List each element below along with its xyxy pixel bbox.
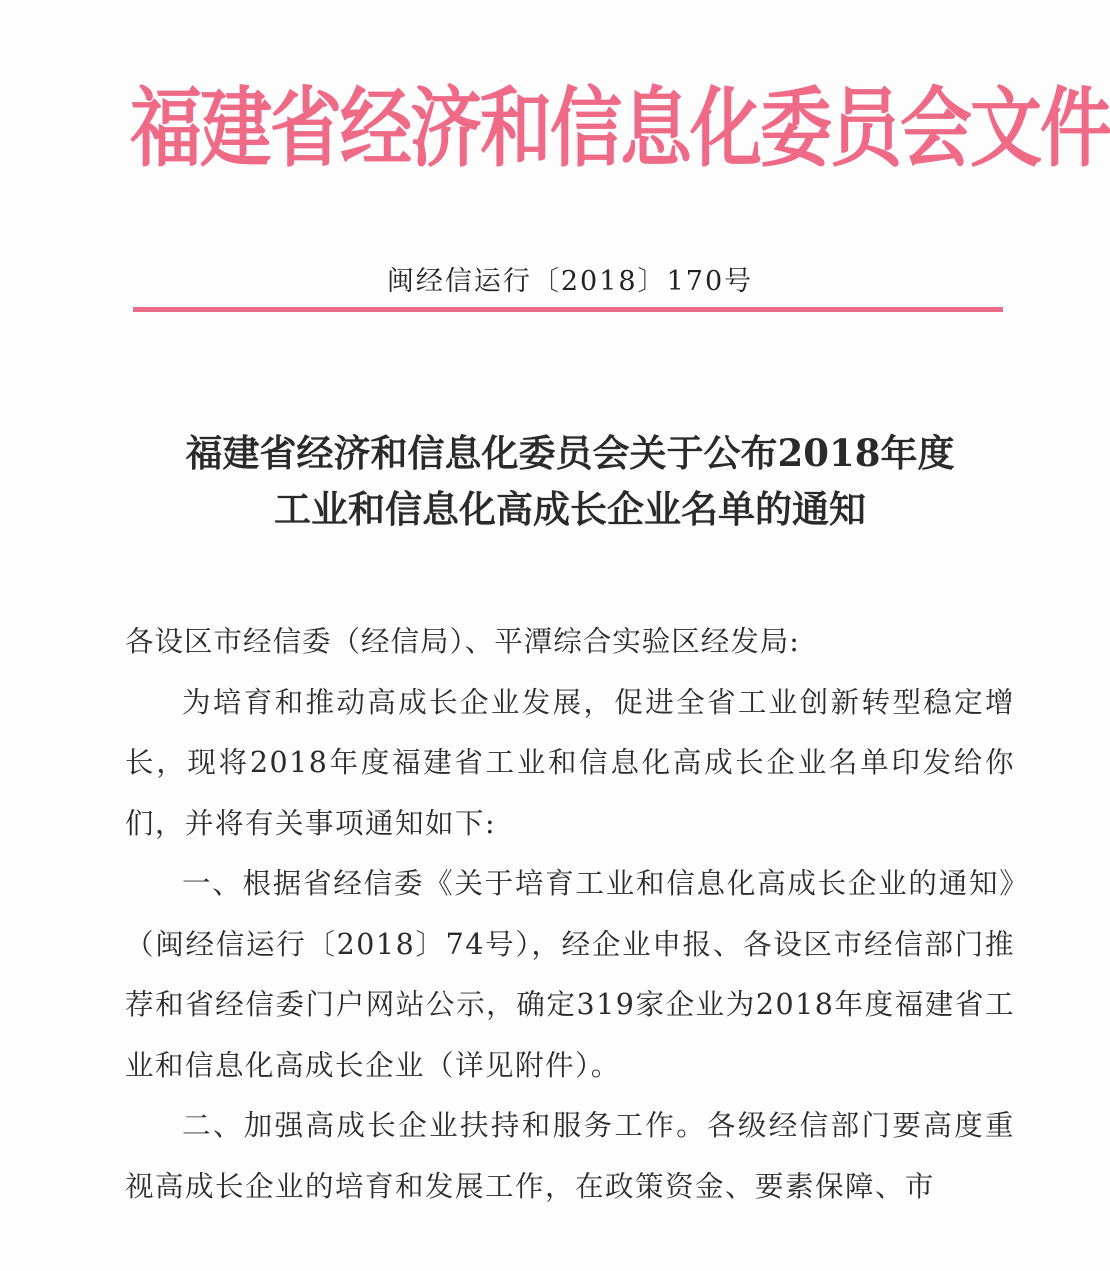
document-masthead: 福建省经济和信息化委员会文件 [130,76,1110,179]
body-paragraph-1: 为培育和推动高成长企业发展，促进全省工业创新转型稳定增长，现将2018年度福建省工业和信息化高成长企业名单印发给你们，并将有关事项通知如下: [125,685,1015,840]
notice-title [110,425,1030,537]
red-divider-line [133,307,1003,312]
notice-title-line-1: 福建省经济和信息化委员会关于公布2018年度 [185,431,955,475]
notice-body [125,612,1015,1217]
body-paragraph-3: 二、加强高成长企业扶持和服务工作。各级经信部门要高度重视高成长企业的培育和发展工作，在政策资金、要素保障、市 [125,1109,1015,1203]
salutation: 各设区市经信委（经信局）、平潭综合实验区经发局: [125,625,800,658]
notice-title-line-2: 工业和信息化高成长企业名单的通知 [274,487,866,531]
body-paragraph-2: 一、根据省经信委《关于培育工业和信息化高成长企业的通知》（闽经信运行〔2018〕74号），经企业申报、各设区市经信部门推荐和省经信委门户网站公示，确定319家企业为2018年度福建省工业和信息化高成长企业（详见附件）。 [125,867,1015,1082]
document-number: 闽经信运行〔2018〕170号 [386,266,754,297]
